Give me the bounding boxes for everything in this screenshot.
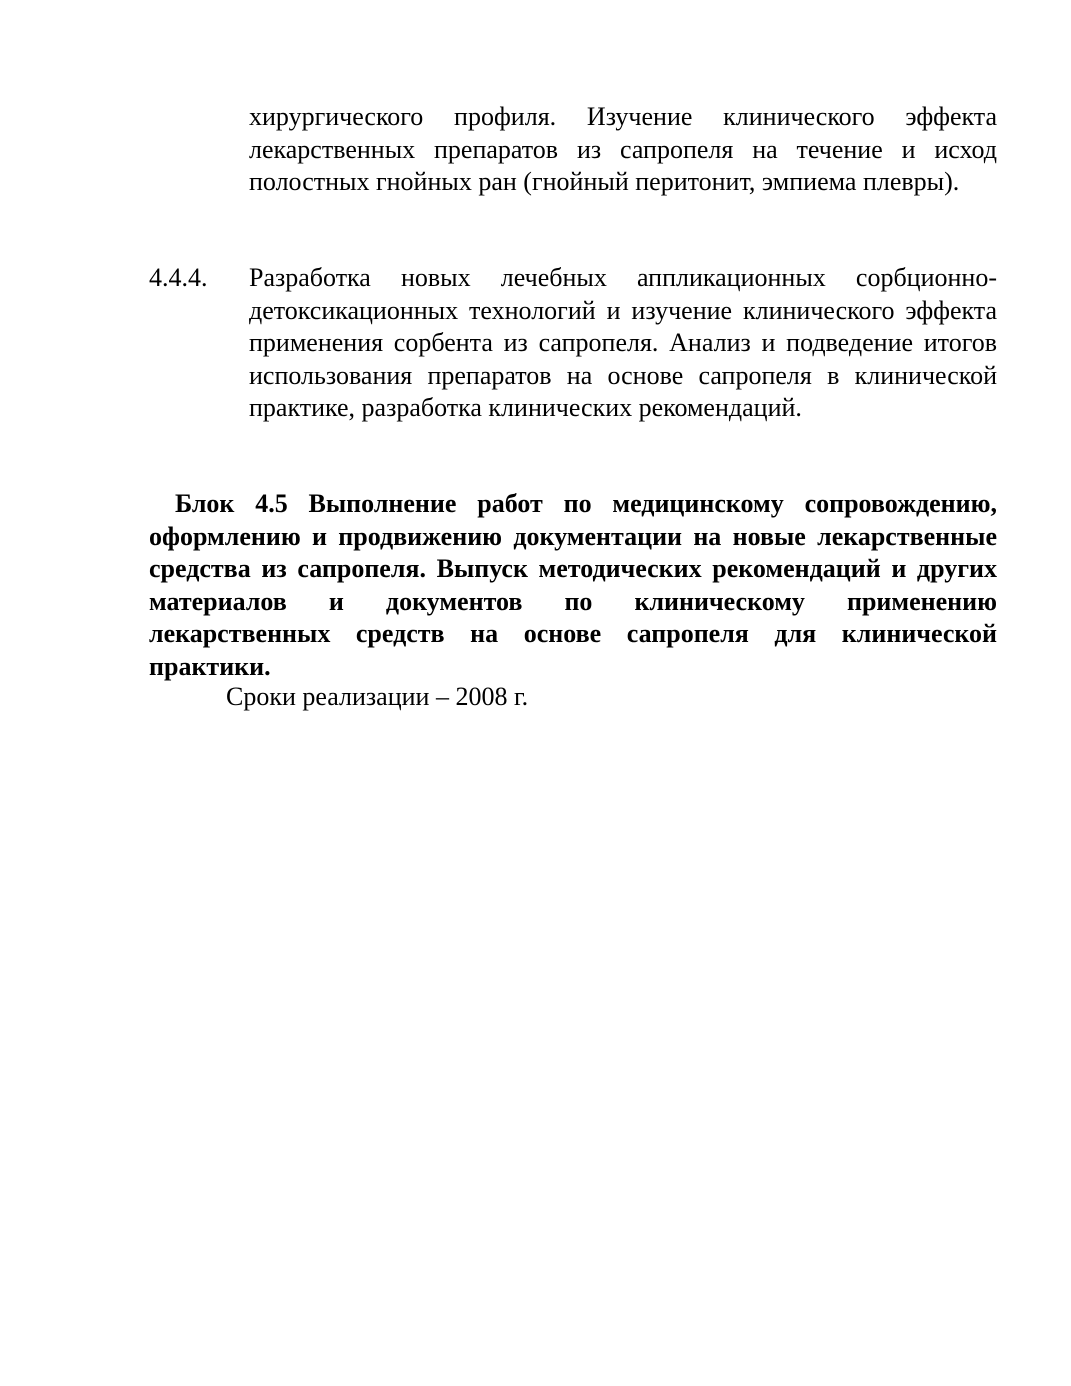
implementation-deadline: Сроки реализации – 2008 г. bbox=[226, 682, 529, 711]
item-text: Разработка новых лечебных аппликационных сорбционно-детоксикационных технологий и изучение клинического эффекта применения сорбента из сапропеля. Анализ и подведение итогов использования препаратов на основе сапропеля в клинической практике, разработка клинических рекомендаций. bbox=[249, 263, 997, 423]
block-heading: Блок 4.5 Выполнение работ по медицинскому сопровождению, оформлению и продвижению документации на новые лекарственные средства из сапропеля. Выпуск методических рекомендаций и других материалов и документов по клиническому применению лекарственных средств на основе сапропеля для клинической практики. bbox=[149, 489, 997, 681]
continued-paragraph: хирургического профиля. Изучение клинического эффекта лекарственных препаратов из сапропеля на течение и исход полостных гнойных ран (гнойный перитонит, эмпиема плевры). bbox=[249, 102, 997, 197]
item-number: 4.4.4. bbox=[149, 263, 208, 292]
